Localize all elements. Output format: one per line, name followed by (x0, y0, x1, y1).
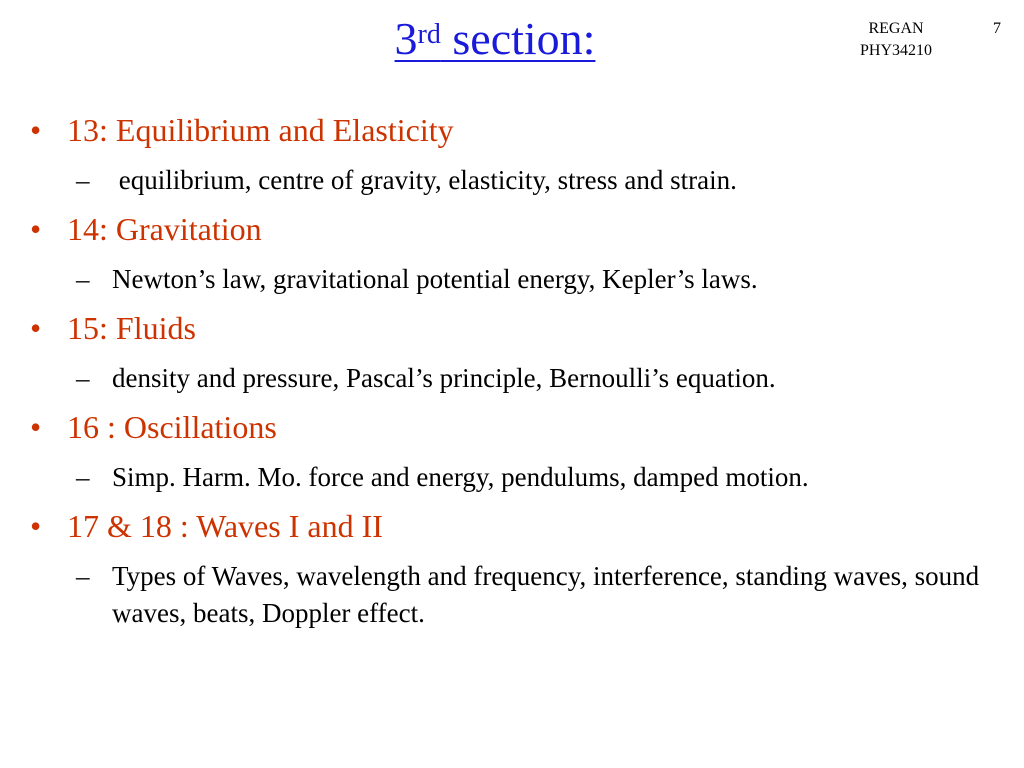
bullet-icon: • (30, 409, 42, 445)
sub-item-text: density and pressure, Pascal’s principle, Bernoulli’s equation. (112, 363, 776, 393)
dash-icon: – (76, 165, 90, 195)
title-text: section: (440, 13, 596, 64)
dash-icon: – (76, 363, 90, 393)
sub-item-text: Newton’s law, gravitational potential energy, Kepler’s laws. (112, 264, 758, 294)
slide-title (0, 12, 990, 66)
dash-icon: – (76, 264, 90, 294)
sub-item-text: Simp. Harm. Mo. force and energy, pendulums, damped motion. (112, 462, 809, 492)
bullet-item (0, 407, 1024, 447)
dash-icon: – (76, 462, 90, 492)
title-number: 3 (394, 13, 418, 64)
bullet-icon: • (30, 310, 42, 346)
bullet-item (0, 110, 1024, 150)
bullet-heading: 15: Fluids (67, 310, 196, 346)
bullet-heading: 17 & 18 : Waves I and II (67, 508, 383, 544)
sub-item (0, 261, 1024, 298)
bullet-icon: • (30, 211, 42, 247)
author-name: REGAN (868, 20, 924, 37)
bullet-item (0, 308, 1024, 348)
sub-item (0, 459, 1024, 496)
bullet-icon: • (30, 112, 42, 148)
bullet-heading: 14: Gravitation (67, 211, 262, 247)
bullet-item (0, 209, 1024, 249)
dash-icon: – (76, 561, 90, 591)
sub-item (0, 162, 1024, 199)
bullet-icon: • (30, 508, 42, 544)
slide-content (0, 110, 1024, 642)
course-code: PHY34210 (859, 42, 932, 59)
sub-item (0, 360, 1024, 397)
bullet-item (0, 506, 1024, 546)
sub-item-text: Types of Waves, wavelength and frequency, interference, standing waves, sound waves, beats, Doppler effect. (112, 561, 980, 628)
sub-item (0, 558, 1024, 632)
title-superscript: rd (417, 19, 441, 50)
sub-item-text: equilibrium, centre of gravity, elasticity, stress and strain. (112, 165, 737, 195)
bullet-heading: 13: Equilibrium and Elasticity (67, 112, 454, 148)
bullet-heading: 16 : Oscillations (67, 409, 277, 445)
author-header (848, 18, 944, 62)
slide-number: 7 (993, 20, 1001, 37)
